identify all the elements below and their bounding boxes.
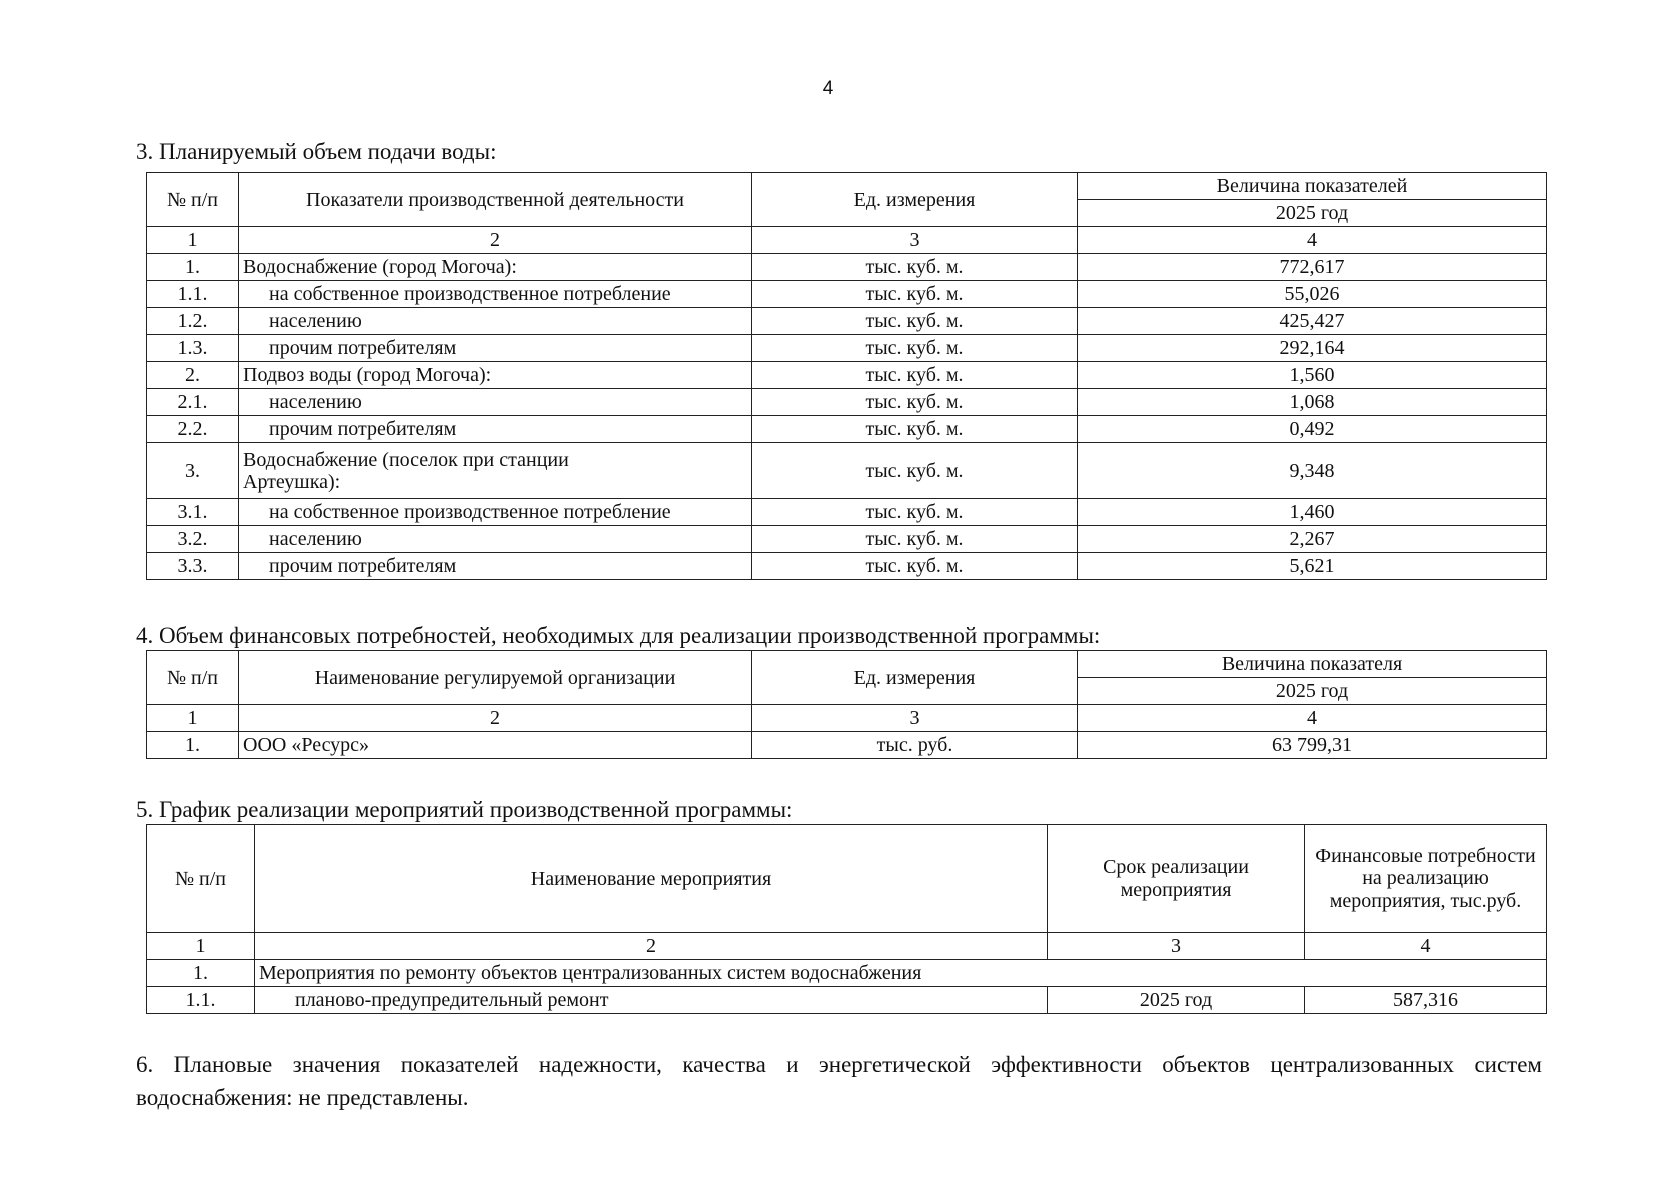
table-row: 2.1. населению тыс. куб. м. 1,068 [147, 389, 1547, 416]
header-finance: Финансовые потребности на реализацию мероприятия, тыс.руб. [1305, 825, 1547, 933]
header-value-group: Величина показателей [1078, 173, 1547, 200]
table-row: 2. Подвоз воды (город Могоча): тыс. куб. м. 1,560 [147, 362, 1547, 389]
page-number: 4 [822, 78, 834, 99]
water-supply-table [146, 172, 1547, 580]
table-row: 3.3. прочим потребителям тыс. куб. м. 5,621 [147, 553, 1547, 580]
header-term: Срок реализации мероприятия [1048, 825, 1305, 933]
events-schedule-table [146, 824, 1547, 1014]
column-number-row: 1 2 3 4 [147, 705, 1547, 732]
table-row: 1.1. планово-предупредительный ремонт 2025 год 587,316 [147, 987, 1547, 1014]
table-row: 1. ООО «Ресурс» тыс. руб. 63 799,31 [147, 732, 1547, 759]
header-unit: Ед. измерения [752, 173, 1078, 227]
table-row: 2.2. прочим потребителям тыс. куб. м. 0,492 [147, 416, 1547, 443]
table-row: 1. Водоснабжение (город Могоча): тыс. куб. м. 772,617 [147, 254, 1547, 281]
column-number-row: 1 2 3 4 [147, 227, 1547, 254]
financial-needs-table [146, 650, 1547, 759]
header-org: Наименование регулируемой организации [239, 651, 752, 705]
table-row: 1.3. прочим потребителям тыс. куб. м. 292,164 [147, 335, 1547, 362]
table-row: 1.1. на собственное производственное потребление тыс. куб. м. 55,026 [147, 281, 1547, 308]
header-value-group: Величина показателя [1078, 651, 1547, 678]
table-row: 3.2. населению тыс. куб. м. 2,267 [147, 526, 1547, 553]
header-event: Наименование мероприятия [255, 825, 1048, 933]
header-num: № п/п [147, 173, 239, 227]
table-row: 1. Мероприятия по ремонту объектов централизованных систем водоснабжения [147, 960, 1547, 987]
section-3-heading: 3. Планируемый объем подачи воды: [136, 139, 497, 164]
section-5-heading: 5. График реализации мероприятий производственной программы: [136, 797, 793, 822]
header-year: 2025 год [1078, 678, 1547, 705]
section-4-heading: 4. Объем финансовых потребностей, необходимых для реализации производственной программы: [136, 623, 1101, 648]
column-number-row: 1 2 3 4 [147, 933, 1547, 960]
header-indicator: Показатели производственной деятельности [239, 173, 752, 227]
header-year: 2025 год [1078, 200, 1547, 227]
table-row: 3.1. на собственное производственное потребление тыс. куб. м. 1,460 [147, 499, 1547, 526]
header-num: № п/п [147, 651, 239, 705]
table-row: 1.2. населению тыс. куб. м. 425,427 [147, 308, 1547, 335]
section-6-paragraph: 6. Плановые значения показателей надежности, качества и энергетической эффективности объектов централизованных систем водоснабжения: не представлены. [136, 1052, 1542, 1110]
table-row: 3. Водоснабжение (поселок при станции Артеушка): тыс. куб. м. 9,348 [147, 443, 1547, 499]
header-unit: Ед. измерения [752, 651, 1078, 705]
header-num: № п/п [147, 825, 255, 933]
